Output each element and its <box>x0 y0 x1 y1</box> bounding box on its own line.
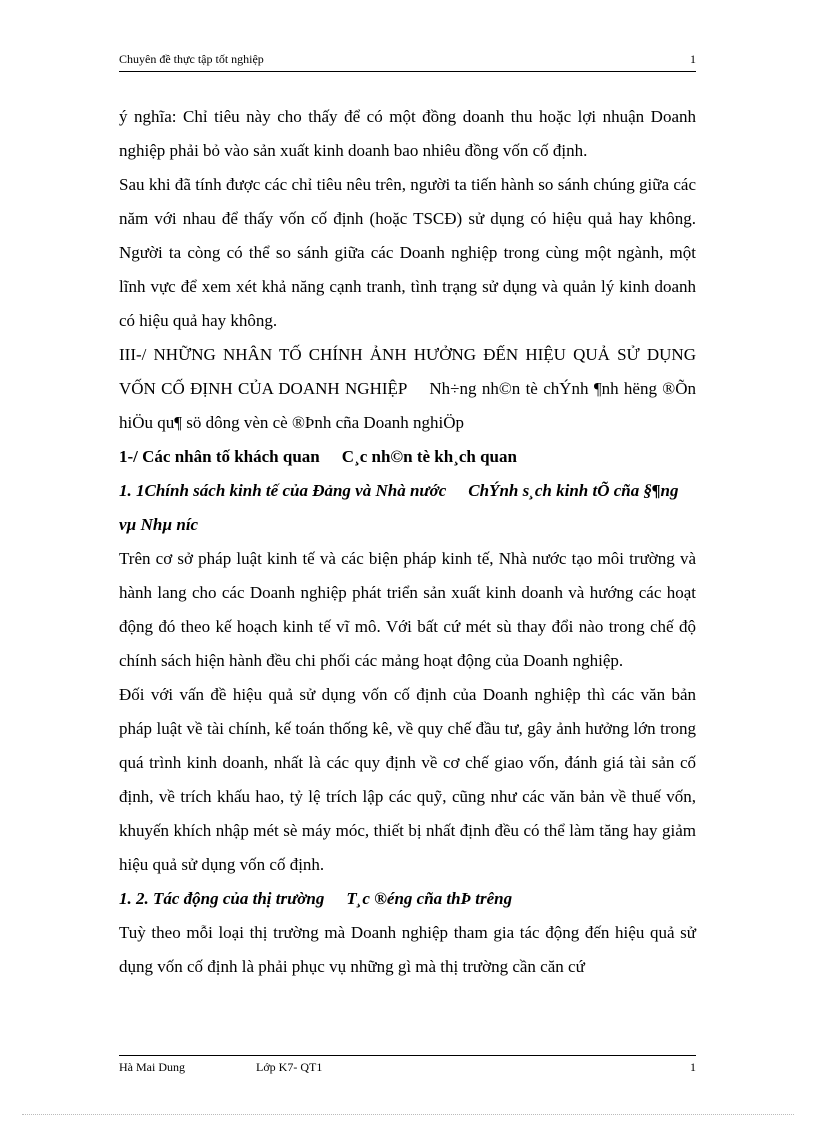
page-bottom-divider <box>22 1114 794 1115</box>
page-footer <box>119 1055 696 1080</box>
paragraph: Đối với vấn đề hiệu quả sử dụng vốn cố định của Doanh nghiệp thì các văn bản pháp luật về tài chính, kế toán thống kê, về quy chế đầu tư, gây ảnh hưởng lớn trong quá trình kinh doanh, nhất là các quy định về cơ chế giao vốn, đánh giá tài sản cố định, về trích khấu hao, tỷ lệ trích lập các quỹ, cũng như các văn bản về thuế vốn, khuyến khích nhập mét sè máy móc, thiết bị nhất định đều có thể làm tăng hay giảm hiệu quả sử dụng vốn cố định. <box>119 685 696 874</box>
subsubsection-heading-text: 1. 2. Tác động của thị trường <box>119 889 325 908</box>
page-header <box>119 52 696 72</box>
footer-page-number: 1 <box>690 1060 696 1074</box>
header-page-number: 1 <box>690 52 696 66</box>
subsubsection-heading-garbled: T¸c ®éng cña thÞ trêng <box>346 889 513 908</box>
subsection-heading-text: 1-/ Các nhân tố khách quan <box>119 447 320 466</box>
paragraph: Sau khi đã tính được các chỉ tiêu nêu trên, người ta tiến hành so sánh chúng giữa các năm với nhau để thấy vốn cố định (hoặc TSCĐ) sử dụng có hiệu quả hay không. Người ta còng có thể so sánh giữa các Doanh nghiệp trong cùng một ngành, một lĩnh vực để xem xét khả năng cạnh tranh, tình trạng sử dụng và quản lý kinh doanh có hiệu quả hay không. <box>119 175 696 330</box>
subsubsection-heading-garbled: ChÝnh s¸ch kinh tÕ cña §¶ng vµ Nhµ níc <box>119 481 679 534</box>
paragraph: Trên cơ sở pháp luật kinh tế và các biện pháp kinh tế, Nhà nước tạo môi trường và hành lang cho các Doanh nghiệp phát triển sản xuất kinh doanh và hướng các hoạt động đó theo kế hoạch kinh tế vĩ mô. Với bất cứ mét sù thay đổi nào trong chế độ chính sách hiện hành đều chi phối các mảng hoạt động của Doanh nghiệp. <box>119 549 696 670</box>
paragraph: ý nghĩa: Chỉ tiêu này cho thấy để có một đồng doanh thu hoặc lợi nhuận Doanh nghiệp phải bỏ vào sản xuất kinh doanh bao nhiêu đồng vốn cố định. <box>119 107 696 160</box>
paragraph: Tuỳ theo mỗi loại thị trường mà Doanh nghiệp tham gia tác động đến hiệu quả sử dụng vốn cố định là phải phục vụ những gì mà thị trường cần căn cứ <box>119 923 696 976</box>
subsubsection-heading <box>119 882 696 916</box>
section-heading-garbled: Nh÷ng nh©n tè chÝnh ¶nh hëng ®Õn hiÖu qu¶ sö dông vèn cè ®Þnh cña Doanh nghiÖp <box>119 379 697 432</box>
section-heading-text: III-/ NHỮNG NHÂN TỐ CHÍNH ẢNH HƯỞNG ĐẾN HIỆU QUẢ SỬ DỤNG VỐN CỐ ĐỊNH CỦA DOANH NGHIỆP <box>119 345 696 398</box>
subsection-heading <box>119 440 696 474</box>
section-heading <box>119 338 696 440</box>
subsection-heading-garbled: C¸c nh©n tè kh¸ch quan <box>341 447 517 466</box>
footer-author: Hà Mai Dung <box>119 1060 185 1074</box>
document-body <box>119 100 696 984</box>
header-title: Chuyên đề thực tập tốt nghiệp <box>119 52 264 66</box>
subsubsection-heading <box>119 474 696 542</box>
subsubsection-heading-text: 1. 1Chính sách kinh tế của Đảng và Nhà nước <box>119 481 447 500</box>
footer-class: Lớp K7- QT1 <box>256 1060 323 1074</box>
